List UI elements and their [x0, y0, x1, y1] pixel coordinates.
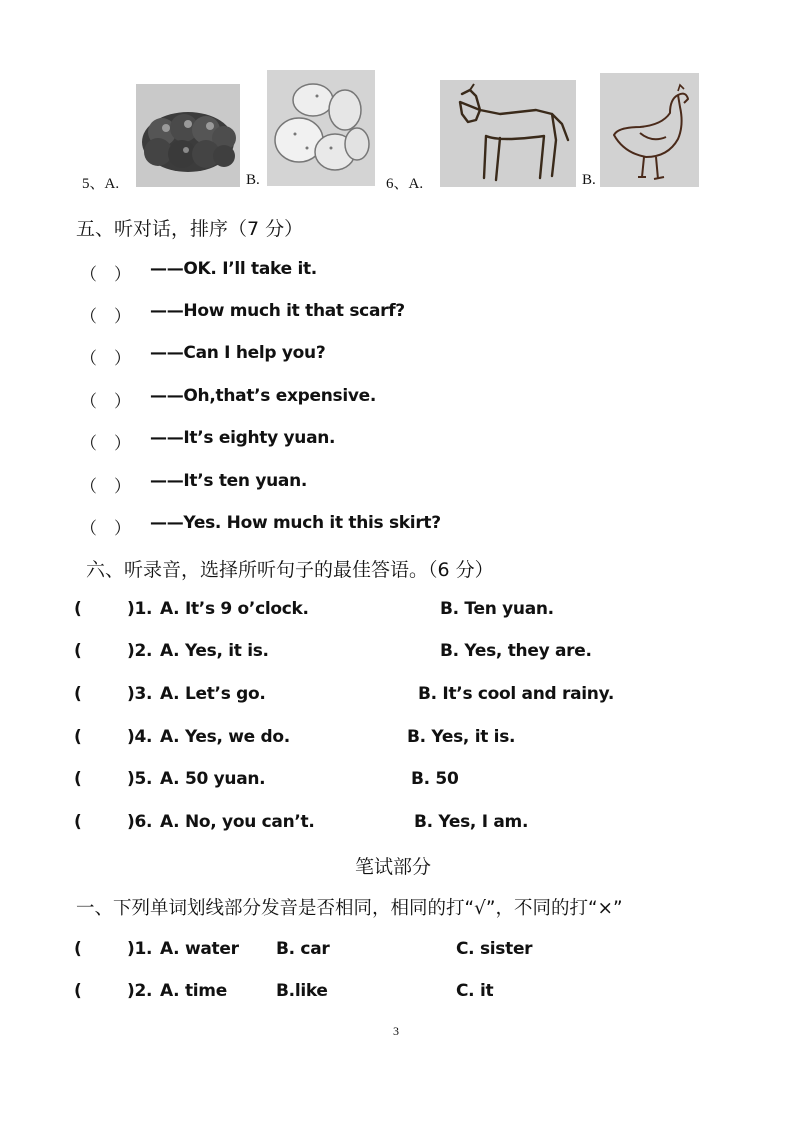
question-number: )4. [127, 727, 153, 747]
question-number: )2. [127, 981, 153, 1001]
section5-title: 五、听对话，排序（7 分） [76, 218, 304, 240]
option-a: A. time [160, 981, 227, 1001]
question-number: )1. [127, 599, 153, 619]
option-a: A. It’s 9 o’clock. [160, 599, 309, 619]
dialogue-line: ——It’s ten yuan. [150, 471, 308, 491]
answer-open-paren[interactable]: ( [74, 981, 82, 1001]
question-number: )3. [127, 684, 153, 704]
option-b: B. car [276, 939, 330, 959]
option-b: B.like [276, 981, 328, 1001]
answer-open-paren[interactable]: ( [74, 812, 82, 832]
horse-image [440, 80, 576, 187]
answer-open-paren[interactable]: ( [74, 684, 82, 704]
answer-blank[interactable]: （ ） [80, 265, 131, 284]
answer-blank[interactable]: （ ） [80, 477, 131, 496]
option-a: A. No, you can’t. [160, 812, 315, 832]
question-number: )6. [127, 812, 153, 832]
question-number: )2. [127, 641, 153, 661]
q5-label: 5、A. [82, 176, 120, 192]
option-b: B. Yes, it is. [407, 727, 516, 747]
question-number: )5. [127, 769, 153, 789]
option-c: C. sister [456, 939, 533, 959]
answer-blank[interactable]: （ ） [80, 349, 131, 368]
answer-open-paren[interactable]: ( [74, 641, 82, 661]
answer-blank[interactable]: （ ） [80, 519, 131, 538]
option-a: A. Let’s go. [160, 684, 266, 704]
option-a: A. Yes, it is. [160, 641, 269, 661]
option-b: B. Yes, I am. [414, 812, 529, 832]
answer-blank[interactable]: （ ） [80, 392, 131, 411]
answer-blank[interactable]: （ ） [80, 307, 131, 326]
option-a: A. Yes, we do. [160, 727, 290, 747]
q5-b-label: B. [246, 172, 260, 188]
option-b: B. Ten yuan. [440, 599, 554, 619]
tomatoes-image [136, 84, 240, 187]
answer-open-paren[interactable]: ( [74, 769, 82, 789]
chicken-image [600, 73, 699, 187]
answer-open-paren[interactable]: ( [74, 599, 82, 619]
written-part-title: 笔试部分 [355, 856, 432, 878]
answer-open-paren[interactable]: ( [74, 727, 82, 747]
answer-open-paren[interactable]: ( [74, 939, 82, 959]
question-number: )1. [127, 939, 153, 959]
dialogue-line: ——Oh,that’s expensive. [150, 386, 377, 406]
option-c: C. it [456, 981, 494, 1001]
dialogue-line: ——How much it that scarf? [150, 301, 405, 321]
section6-title: 六、听录音，选择所听句子的最佳答语。（6 分） [86, 559, 494, 581]
option-b: B. 50 [411, 769, 459, 789]
dialogue-line: ——Yes. How much it this skirt? [150, 513, 441, 533]
option-a: A. water [160, 939, 239, 959]
option-b: B. It’s cool and rainy. [418, 684, 614, 704]
q6-b-label: B. [582, 172, 596, 188]
dialogue-line: ——It’s eighty yuan. [150, 428, 336, 448]
option-b: B. Yes, they are. [440, 641, 592, 661]
potatoes-image [267, 70, 375, 186]
dialogue-line: ——Can I help you? [150, 343, 326, 363]
page-number: 3 [393, 1024, 399, 1038]
q6-label: 6、A. [386, 176, 424, 192]
answer-blank[interactable]: （ ） [80, 434, 131, 453]
written1-title: 一、下列单词划线部分发音是否相同，相同的打“√”，不同的打“×” [76, 898, 623, 919]
option-a: A. 50 yuan. [160, 769, 266, 789]
dialogue-line: ——OK. I’ll take it. [150, 259, 317, 279]
